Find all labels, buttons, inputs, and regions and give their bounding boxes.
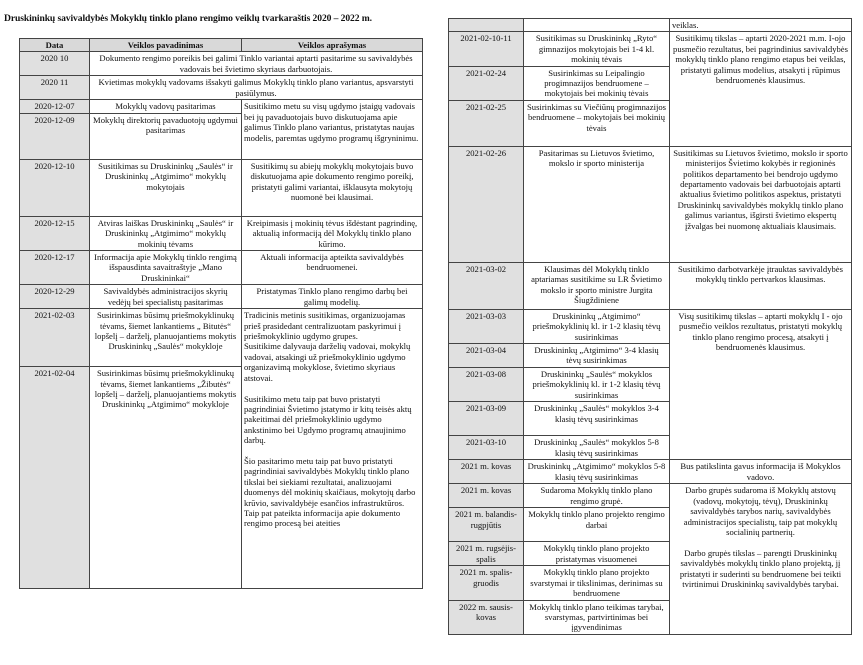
row-date: 2021-03-03 bbox=[449, 309, 524, 343]
table-row bbox=[20, 285, 423, 309]
row-description: Kreipimasis į mokinių tėvus išdėstant pagrindinę, aktualią informaciją dėl Mokyklų tinklo plano kūrimo. bbox=[242, 216, 423, 250]
row-activity: Druskininkų „Atgimimo“ priešmokyklinių kl. ir 1-2 klasių tėvų susirinkimas bbox=[524, 309, 670, 343]
row-date: 2021-03-10 bbox=[449, 436, 524, 460]
row-activity: Atviras laiškas Druskininkų „Saulės“ ir Druskininkų „Atgimimo“ mokyklų mokinių tėvams bbox=[90, 216, 242, 250]
row-activity: Mokyklų tinklo plano projekto rengimo darbai bbox=[524, 508, 670, 542]
row-date bbox=[449, 19, 524, 32]
row-activity: Mokyklų direktorių pavaduotojų ugdymui pasitarimas bbox=[90, 113, 242, 159]
row-description: Pristatymas Tinklo plano rengimo darbų bei galimų modelių. bbox=[242, 285, 423, 309]
row-description: Susitikimo metu su visų ugdymo įstaigų vadovais bei jų pavaduotojais buvo diskutuojama apie galimus Tinklo plano variantus, pristatytas naujas modelis, paremtas ugdymo programų išgryninimu. bbox=[242, 100, 423, 159]
row-description bbox=[242, 309, 423, 589]
row-date: 2022 m. sausis-kovas bbox=[449, 600, 524, 634]
row-activity: Druskininkų „Saulės“ mokyklos priešmokyklinių kl. ir 1-2 klasių tėvų susirinkimas bbox=[524, 368, 670, 402]
row-date: 2020-12-29 bbox=[20, 285, 90, 309]
row-activity: Mokyklų tinklo plano teikimas tarybai, svarstymas, partvirtinimas bei įgyvendinimas bbox=[524, 600, 670, 634]
table-row bbox=[20, 52, 423, 76]
row-date: 2021-02-24 bbox=[449, 66, 524, 100]
table-row bbox=[449, 262, 852, 309]
table-row bbox=[20, 159, 423, 216]
table-row bbox=[20, 309, 423, 367]
row-date: 2020-12-09 bbox=[20, 113, 90, 159]
row-activity: Susirinkimas būsimų priešmokyklinukų tėvams, šiemet lankantiems „ Bitutės“ lopšelį – darželį, planuojantiems mokytis Druskininkų „Saulės“ mokykloje bbox=[90, 309, 242, 367]
row-date: 2021 m. rugsėjis-spalis bbox=[449, 542, 524, 566]
table-row bbox=[449, 146, 852, 262]
row-activity: Susitikimas su Druskininkų „Saulės“ ir Druskininkų „Atgimimo“ mokyklų mokytojais bbox=[90, 159, 242, 216]
row-activity: Susirinkimas su Leipalingio progimnazijos bendruomene – mokytojais bei mokinių tėvais bbox=[524, 66, 670, 100]
row-activity: Sudaroma Mokyklų tinklo plano rengimo grupė. bbox=[524, 484, 670, 508]
table-header-row bbox=[20, 39, 423, 52]
column-header-activity: Veiklos pavadinimas bbox=[90, 39, 242, 52]
row-date: 2021-02-10-11 bbox=[449, 32, 524, 66]
table-row bbox=[449, 19, 852, 32]
column-header-date: Data bbox=[20, 39, 90, 52]
row-activity: Savivaldybės administracijos skyrių vedėjų bei specialistų pasitarimas bbox=[90, 285, 242, 309]
row-activity: Susitikimas su Druskininkų „Ryto“ gimnazijos mokytojais bei 1-4 kl. mokinių tėvais bbox=[524, 32, 670, 66]
row-date: 2021-03-02 bbox=[449, 262, 524, 309]
row-date: 2021-03-04 bbox=[449, 344, 524, 368]
row-activity: Druskininkų „Atgimimo“ 3-4 klasių tėvų susirinkimas bbox=[524, 344, 670, 368]
table-row bbox=[20, 76, 423, 100]
row-activity: Druskininkų „Saulės“ mokyklos 5-8 klasių tėvų susirinkimas bbox=[524, 436, 670, 460]
row-date: 2021-02-04 bbox=[20, 367, 90, 589]
column-header-description: Veiklos aprašymas bbox=[242, 39, 423, 52]
table-row bbox=[449, 32, 852, 66]
row-description: Bus patikslinta gavus informacija iš Mokyklos vadovo. bbox=[670, 460, 852, 484]
row-activity: Druskininkų „Atgimimo“ mokyklos 5-8 klasių tėvų susirinkimas bbox=[524, 460, 670, 484]
row-description: veiklas. bbox=[670, 19, 852, 32]
row-description: Susitikimo darbotvarkėje įtrauktas savivaldybės mokyklų tinklo pertvarkos klausimas. bbox=[670, 262, 852, 309]
row-activity: Klausimas dėl Mokyklų tinklo aptariamas susitikime su LR Švietimo mokslo ir sporto ministre Jurgita Šiugždiniene bbox=[524, 262, 670, 309]
table-row bbox=[20, 100, 423, 113]
row-activity bbox=[524, 19, 670, 32]
row-date: 2021 m. spalis-gruodis bbox=[449, 566, 524, 600]
description-part: Susitikime dalyvauja darželių vadovai, mokyklų vadovai, atsakingi už priešmokyklinio ugdymo organizavimą mokyklose, švietimo skyriaus atstovai. Susitikimo metu taip pat buvo pristatyti pagrindiniai Švietimo įstatymo ir kitų teisės aktų pakeitimai dėl priešmokyklinio ugdymo ankstinimo bei Ugdymo programų atnaujinimo darbų. Šio pasitarimo metu taip pat buvo pristatyti pagrindiniai savivaldybės Mokyklų tinklo plano tikslai bei siekiami rezultatai, analizuojami duomenys dėl mokinių skaičiaus, mokytojų darbo krūvio, savivaldybėje esančios infrastruktūros. Taip pat pateikta informacija apie dokumento rengimo procesą bei ateities bbox=[244, 341, 416, 529]
description-part: Tradicinis metinis susitikimas, organizuojamas prieš prasidedant centralizuotam paskyrimui į priešmokyklinio ugdymo grupes. bbox=[244, 310, 406, 342]
row-date: 2021-03-08 bbox=[449, 368, 524, 402]
row-activity: Pasitarimas su Lietuvos švietimo, mokslo ir sporto ministerija bbox=[524, 146, 670, 262]
row-date: 2021-02-03 bbox=[20, 309, 90, 367]
row-activity: Kvietimas mokyklų vadovams išsakyti galimus Mokyklų tinklo plano variantus, apsvarstyti pasiūlymus. bbox=[90, 76, 423, 100]
row-description: Darbo grupės sudaroma iš Mokyklų atstovų (vadovų, mokytojų, tėvų), Druskininkų savivaldybės tarybos narių, savivaldybės administracijos specialistų, taip pat mokyklų socialinių partnerių. Darbo grupės tikslas – parengti Druskininkų savivaldybės mokyklų tinklo plano projektą, jį pristatyti ir suderinti su bendruomene bei teikti tvirtinimui Druskininkų savivaldybės tarybai. bbox=[670, 484, 852, 634]
row-date: 2020 10 bbox=[20, 52, 90, 76]
row-date: 2021 m. balandis-rugpjūtis bbox=[449, 508, 524, 542]
row-date: 2020-12-10 bbox=[20, 159, 90, 216]
row-activity: Susirinkimas būsimų priešmokyklinukų tėvams, šiemet lankantiems „Žibutės“ lopšelį – darželį, planuojantiems mokytis Druskininkų „Atgimimo“ mokykloje bbox=[90, 367, 242, 589]
table-row bbox=[449, 460, 852, 484]
row-description: Visų susitikimų tikslas – aptarti mokyklų I - ojo pusmečio veiklos rezultatus, pristatyti mokyklų tinklo plano rengimo procesą, atsakyti į bendruomenės klausimus. bbox=[670, 309, 852, 459]
row-activity: Druskininkų „Saulės“ mokyklos 3-4 klasių tėvų susirinkimas bbox=[524, 402, 670, 436]
row-activity: Susirinkimas su Viečiūnų progimnazijos bendruomene – mokytojais bei mokinių tėvais bbox=[524, 100, 670, 146]
row-date: 2020-12-15 bbox=[20, 216, 90, 250]
table-row bbox=[20, 251, 423, 285]
row-description: Susitikimų su abiejų mokyklų mokytojais buvo diskutuojama apie dokumento rengimo poreikį, pristatyti galimi variantai, išklausyta mokytojų nuomonė bei klausimai. bbox=[242, 159, 423, 216]
row-activity: Mokyklų tinklo plano projekto svarstymai ir tikslinimas, derinimas su bendruomene bbox=[524, 566, 670, 600]
row-date: 2020 11 bbox=[20, 76, 90, 100]
table-row bbox=[449, 309, 852, 343]
schedule-table-left bbox=[19, 38, 423, 589]
row-activity: Mokyklų tinklo plano projekto pristatymas visuomenei bbox=[524, 542, 670, 566]
row-date: 2021 m. kovas bbox=[449, 460, 524, 484]
row-date: 2021 m. kovas bbox=[449, 484, 524, 508]
row-date: 2021-02-25 bbox=[449, 100, 524, 146]
row-description: Aktuali informacija apteikta savivaldybės bendruomenei. bbox=[242, 251, 423, 285]
row-activity: Dokumento rengimo poreikis bei galimi Tinklo variantai aptarti pasitarime su savivaldybės vadovais bei švietimo skyriaus darbuotojais. bbox=[90, 52, 423, 76]
row-date: 2020-12-17 bbox=[20, 251, 90, 285]
row-description: Susitikimų tikslas – aptarti 2020-2021 m.m. I-ojo pusmečio rezultatus, bei pagrindinius savivaldybės mokyklų tinklo plano rengimo etapus bei veiklas, pristatyti galimus modelius, atsakyti į rūpimus bendruomenės klausimus. bbox=[670, 32, 852, 146]
row-date: 2021-03-09 bbox=[449, 402, 524, 436]
row-date: 2020-12-07 bbox=[20, 100, 90, 113]
row-date: 2021-02-26 bbox=[449, 146, 524, 262]
table-row bbox=[20, 216, 423, 250]
row-description: Susitikimas su Lietuvos švietimo, mokslo ir sporto ministerijos Švietimo kokybės ir regioninės politikos departamento bei bendrojo ugdymo departamento vadovais bei darbuotojais aptarti aktualius švietimo politikos aspektus, pristatyti Druskininkų savivaldybės mokyklų tinklo plano galimus variantus, išgirsti švietimo ekspertų įžvalgas bei nuomonę aktualiais klausimais. bbox=[670, 146, 852, 262]
row-activity: Informacija apie Mokyklų tinklo rengimą išspausdinta savaitraštyje „Mano Druskininkai“ bbox=[90, 251, 242, 285]
table-row bbox=[449, 484, 852, 508]
schedule-table-right bbox=[448, 18, 852, 635]
row-activity: Mokyklų vadovų pasitarimas bbox=[90, 100, 242, 113]
page-title: Druskininkų savivaldybės Mokyklų tinklo plano rengimo veiklų tvarkaraštis 2020 – 2022 m. bbox=[4, 13, 372, 24]
